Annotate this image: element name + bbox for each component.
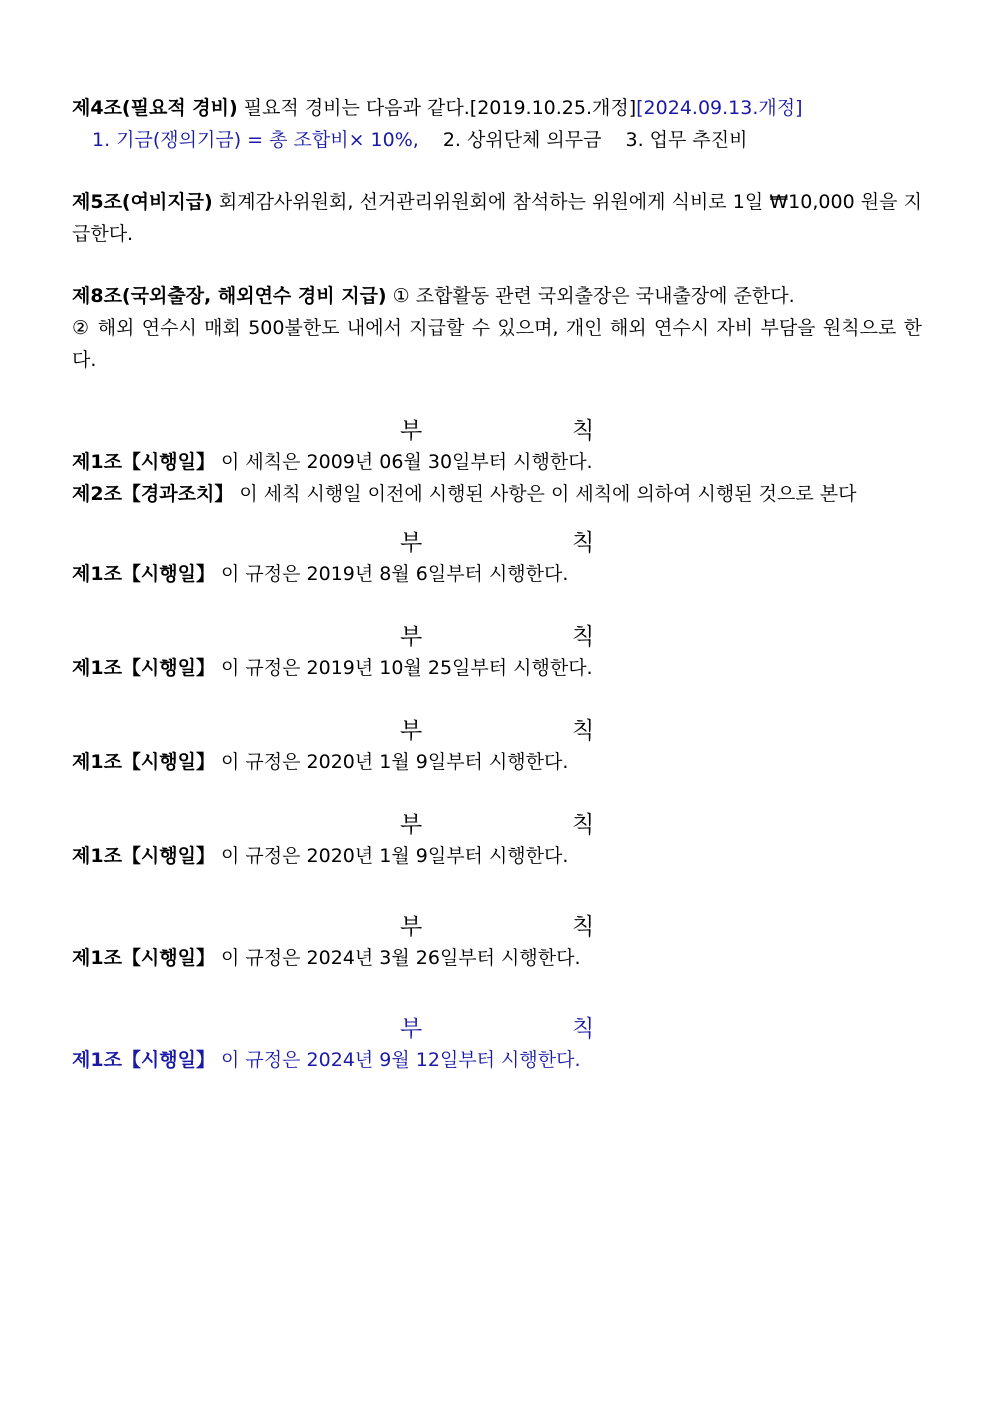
article-4-item-3: 3. 업무 추진비 <box>625 129 748 151</box>
addendum-1-article-2: 제2조【경과조치】 이 세칙 시행일 이전에 시행된 사항은 이 세칙에 의하여 시행된 것으로 본다 <box>72 483 857 505</box>
addendum-heading: 부 칙 <box>400 624 595 650</box>
addendum-heading-amended: 부 칙 <box>400 1016 595 1042</box>
article-4 <box>72 92 922 124</box>
addendum-heading: 부 칙 <box>400 718 595 744</box>
article-5-title: 제5조(여비지급) <box>72 191 213 213</box>
addendum-5-article-1: 제1조【시행일】 이 규정은 2020년 1월 9일부터 시행한다. <box>72 845 569 867</box>
document-page <box>72 92 922 1076</box>
addendum-3-article-1: 제1조【시행일】 이 규정은 2019년 10월 25일부터 시행한다. <box>72 657 593 679</box>
addendum-heading: 부 칙 <box>400 914 595 940</box>
article-4-item-1: 1. 기금(쟁의기금) = 총 조합비× 10%, <box>92 129 419 151</box>
article-4-item-2: 2. 상위단체 의무금 <box>442 129 602 151</box>
article-4-items <box>72 124 922 156</box>
article-8-title: 제8조(국외출장, 해외연수 경비 지급) <box>72 285 387 307</box>
article-8-paragraph-2: ② 해외 연수시 매회 500불한도 내에서 지급할 수 있으며, 개인 해외 연수시 자비 부담을 원칙으로 한다. <box>72 317 922 371</box>
article-5 <box>72 186 922 250</box>
article-5-text: 회계감사위원회, 선거관리위원회에 참석하는 위원에게 식비로 1일 ₩10,000 원을 지급한다. <box>72 191 922 245</box>
article-4-text: 필요적 경비는 다음과 같다.[2019.10.25.개정] <box>237 97 637 119</box>
addendum-heading: 부 칙 <box>400 418 595 444</box>
addendum-4-article-1: 제1조【시행일】 이 규정은 2020년 1월 9일부터 시행한다. <box>72 751 569 773</box>
article-4-amend-note: [2024.09.13.개정] <box>636 97 803 119</box>
article-8-text-1: ① 조합활동 관련 국외출장은 국내출장에 준한다. <box>386 285 795 307</box>
addendum-heading: 부 칙 <box>400 812 595 838</box>
article-8 <box>72 280 922 312</box>
addendum-heading: 부 칙 <box>400 530 595 556</box>
addendum-7-article-1: 제1조【시행일】 이 규정은 2024년 9월 12일부터 시행한다. <box>72 1049 581 1071</box>
addendum-2-article-1: 제1조【시행일】 이 규정은 2019년 8월 6일부터 시행한다. <box>72 563 569 585</box>
addendum-6-article-1: 제1조【시행일】 이 규정은 2024년 3월 26일부터 시행한다. <box>72 947 581 969</box>
article-4-title: 제4조(필요적 경비) <box>72 97 238 119</box>
addendum-1-article-1: 제1조【시행일】 이 세칙은 2009년 06월 30일부터 시행한다. <box>72 451 593 473</box>
